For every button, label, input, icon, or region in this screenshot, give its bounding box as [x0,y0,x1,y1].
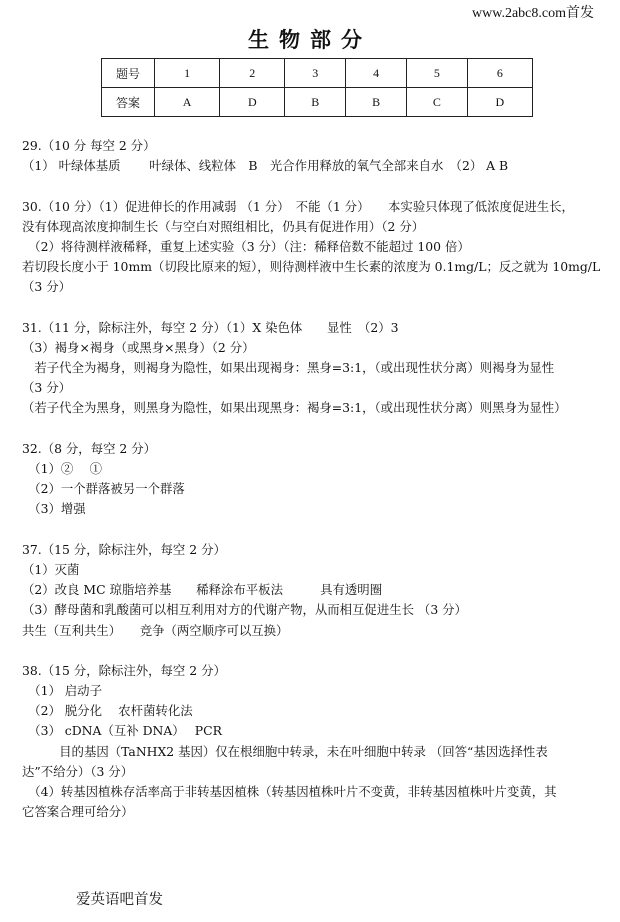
question-number-cell: 2 [220,59,285,88]
footer-note: 爱英语吧首发 [76,892,163,908]
text-line: 31.（11 分，除标注外，每空 2 分）（1）X 染色体 显性 （2）3 [22,319,399,335]
text-line: 30.（10 分）（1）促进伸长的作用减弱 （1 分） 不能（1 分） 本实验只体现了低浓度促进生长， [22,198,574,214]
table-row-numbers [102,59,533,88]
text-line: 37.（15 分，除标注外，每空 2 分） [22,541,226,557]
text-line: （3 分） [22,380,71,396]
question-number-cell: 4 [346,59,407,88]
text-line: 29.（10 分 每空 2 分） [22,138,156,153]
text-line: 若子代全为褐身，则褐身为隐性，如果出现褐身：黑身=3:1，（或出现性状分离）则褐身为显性 [22,360,555,376]
text-line: 若切段长度小于 10mm（切段比原来的短），则待测样液中生长素的浓度为 0.1mg/L；反之就为 10mg/L [22,259,601,275]
text-line: （2）改良 MC 琼脂培养基 稀释涂布平板法 具有透明圈 [22,582,383,598]
text-line: （2） 脱分化 农杆菌转化法 [22,703,193,719]
text-line: 38.（15 分，除标注外，每空 2 分） [22,662,226,678]
text-line: 它答案合理可给分） [22,804,134,820]
paragraph-gap [22,176,612,196]
question-number-cell: 5 [406,59,467,88]
text-line: （3）褐身×褐身（或黑身×黑身）（2 分） [22,339,255,355]
paragraph-gap [22,298,612,318]
answer-cell: B [285,88,346,117]
text-line: 目的基因（TaNHX2 基因）仅在根细胞中转录，未在叶细胞中转录 （回答“基因选择性表 [22,743,548,759]
text-line: （1）② ① [22,461,102,476]
text-line: （3） cDNA（互补 DNA） PCR [22,723,222,739]
text-line: （3）酵母菌和乳酸菌可以相互利用对方的代谢产物，从而相互促进生长 （3 分） [22,602,467,618]
question-number-cell: 1 [155,59,220,88]
text-line: （3）增强 [22,501,86,517]
question-number-cell: 3 [285,59,346,88]
text-line: （2）将待测样液稀释，重复上述实验（3 分）（注：稀释倍数不能超过 100 倍） [22,238,470,254]
text-line: 32.（8 分，每空 2 分） [22,440,157,456]
text-line: （1） 启动子 [22,683,102,699]
text-line: 共生（互利共生） 竞争（两空顺序可以互换） [22,622,289,638]
text-line: （若子代全为黑身，则黑身为隐性，如果出现黑身：褐身=3:1，（或出现性状分离）则黑身为显性） [22,400,567,416]
text-line: （3 分） [22,279,71,295]
text-line: （1）灭菌 [22,561,80,577]
answer-table [101,58,533,117]
text-line: （1） 叶绿体基质 叶绿体、线粒体 B 光合作用释放的氧气全部来自水 （2） A B [22,158,509,174]
text-line: 没有体现高浓度抑制生长（与空白对照组相比，仍具有促进作用）（2 分） [22,218,425,234]
text-line: （4）转基因植株存活率高于非转基因植株（转基因植株叶片不变黄，非转基因植株叶片变黄，其 [22,784,557,799]
paragraph-gap [22,641,612,661]
answer-cell: B [346,88,407,117]
table-header-cell: 答案 [102,88,155,117]
answer-cell: C [406,88,467,117]
text-line: 达”不给分）（3 分） [22,763,134,779]
table-header-cell: 题号 [102,59,155,88]
paragraph-gap [22,520,612,540]
question-number-cell: 6 [467,59,532,88]
paragraph-gap [22,419,612,439]
answer-cell: D [220,88,285,117]
answer-key-body [22,136,612,822]
table-row-answers [102,88,533,117]
site-watermark: www.2abc8.com首发 [472,6,594,21]
page-title: 生物部分 [248,28,372,52]
answer-cell: D [467,88,532,117]
answer-cell: A [155,88,220,117]
text-line: （2）一个群落被另一个群落 [22,481,185,497]
